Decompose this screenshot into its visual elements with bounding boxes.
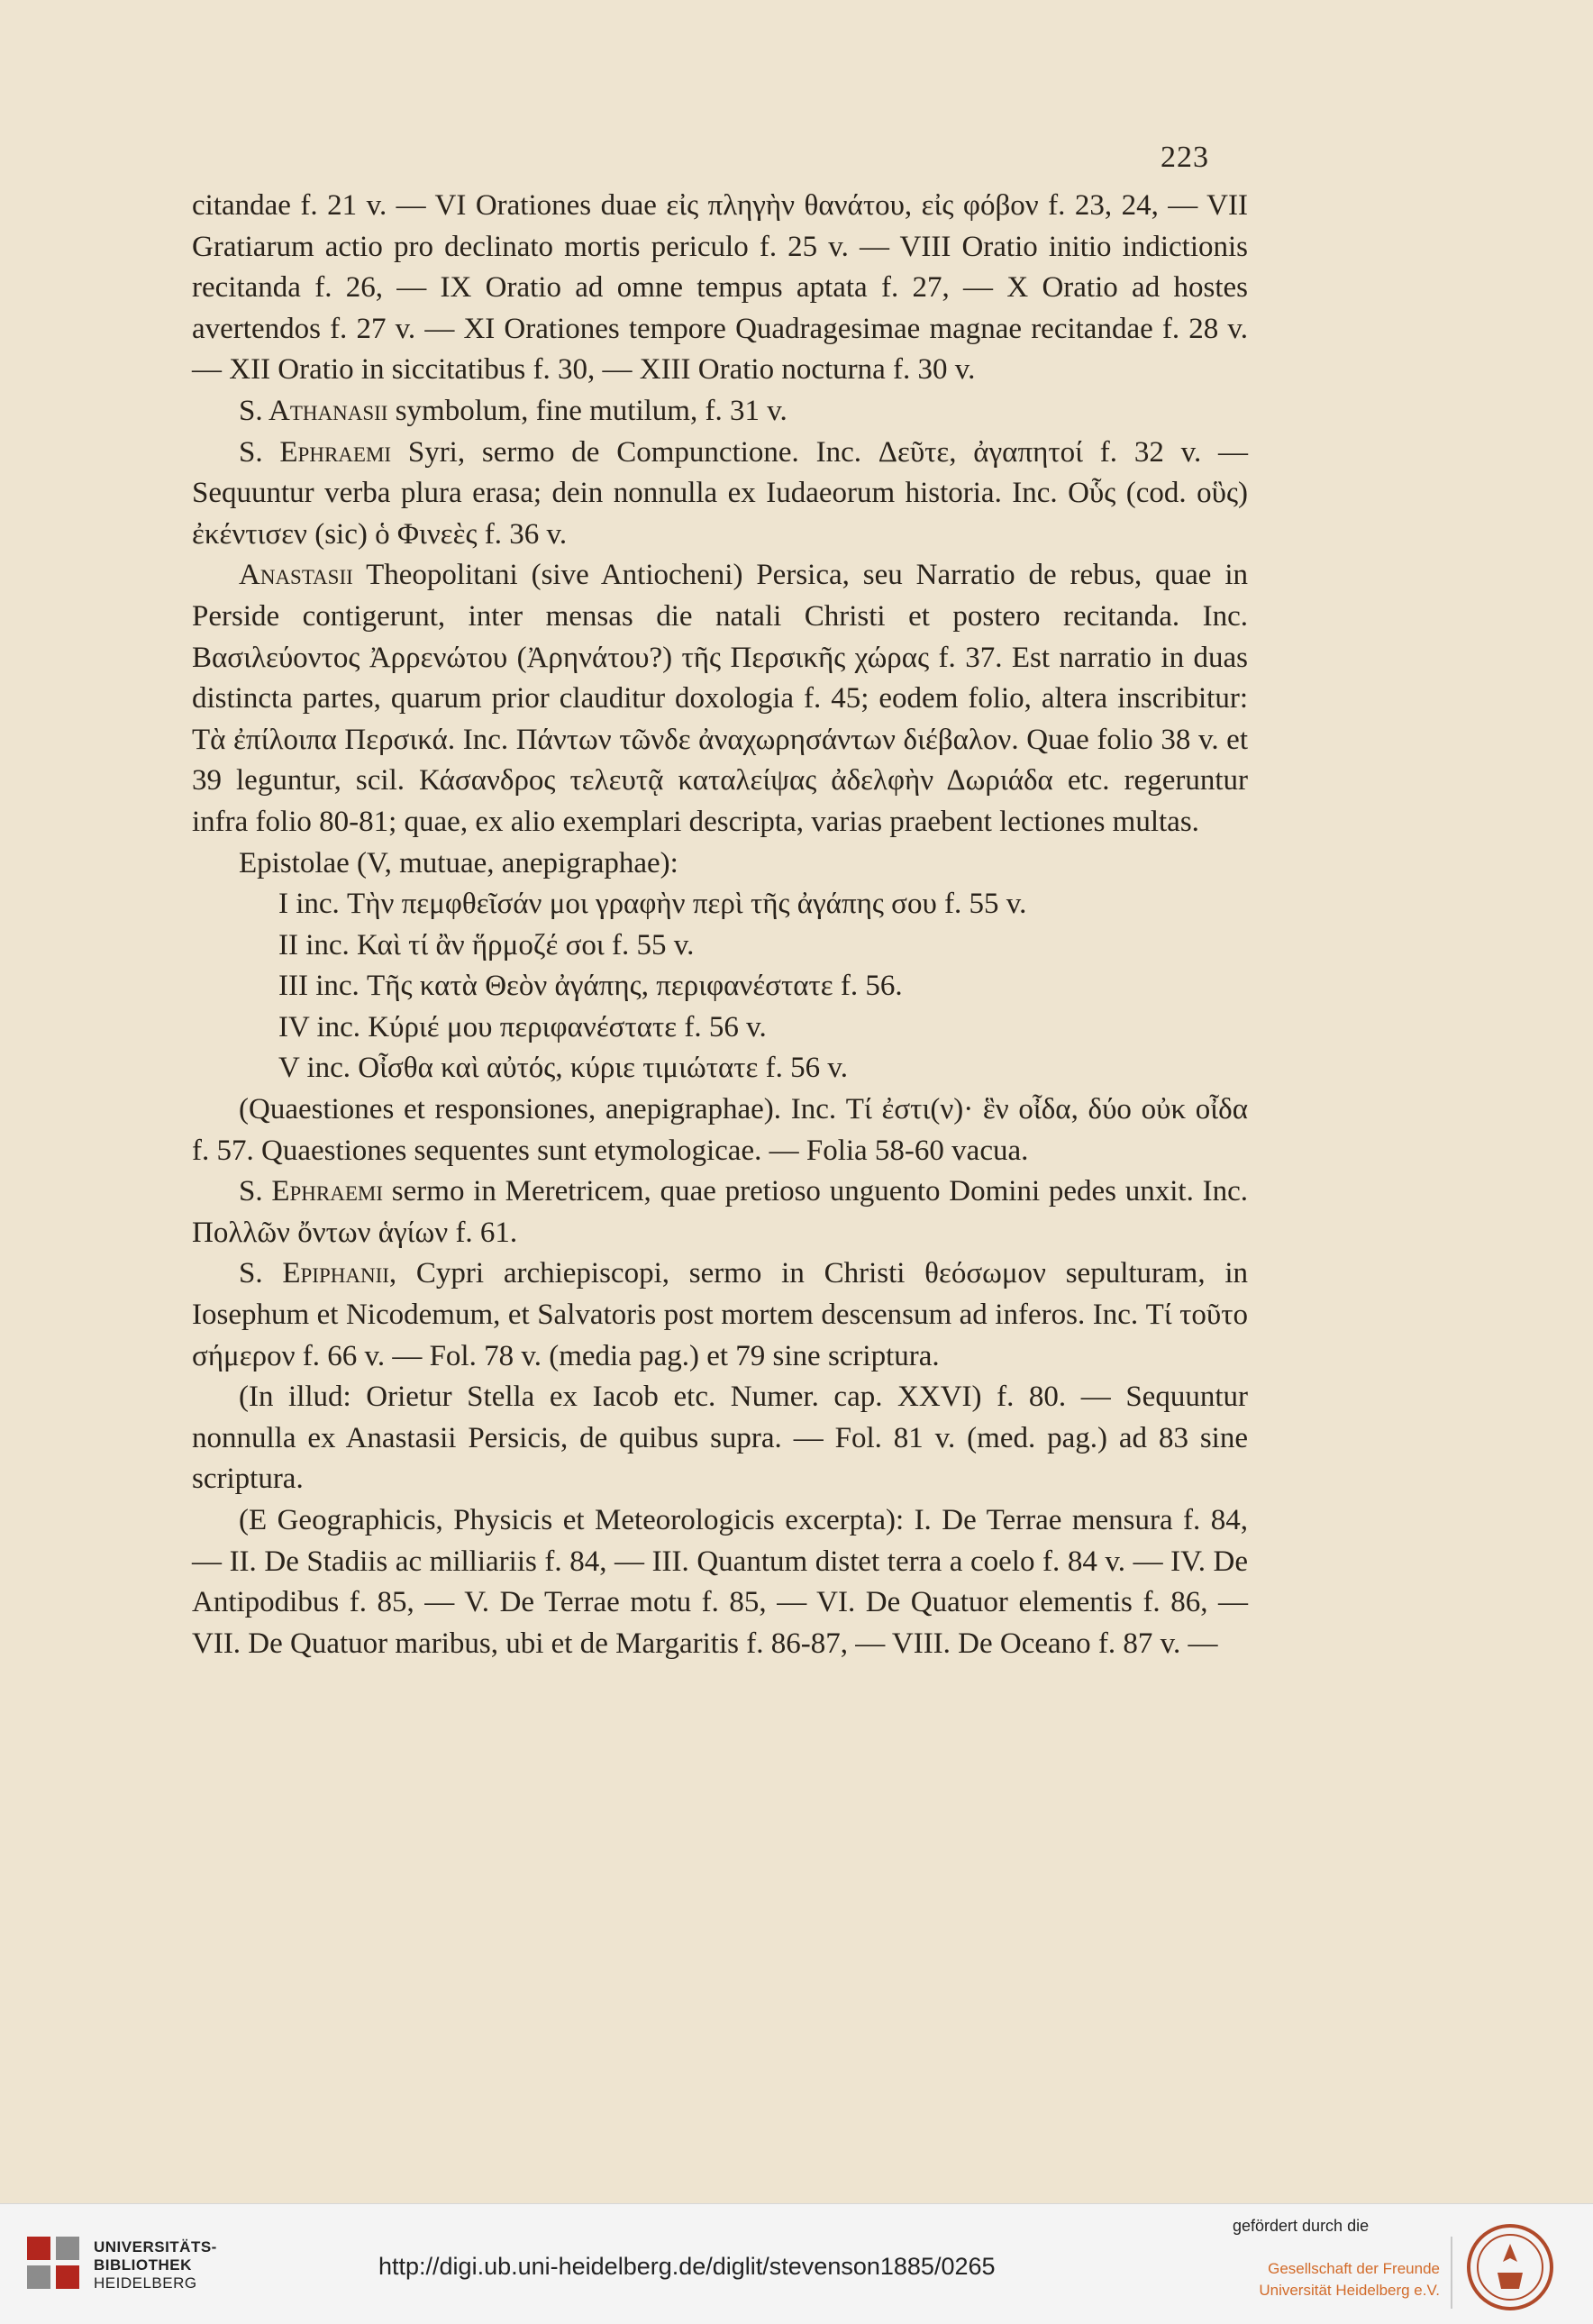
paragraph-text: symbolum, fine mutilum, f. 31 v. — [387, 394, 787, 427]
paragraph-orietur: (In illud: Orietur Stella ex Iacob etc. Numer. cap. XXVI) f. 80. — Sequuntur nonnulla ex Anastasii Persicis, de quibus supra. — Fol. 81 v. (med. pag.) ad 83 sine scriptura. — [192, 1381, 1248, 1496]
paragraph-anastasius — [192, 555, 1248, 843]
epistle-item: IV inc. Κύριέ μου περιφανέστατε f. 56 v. — [278, 1010, 767, 1044]
university-seal-icon — [1465, 2222, 1555, 2312]
library-name: UNIVERSITÄTS- BIBLIOTHEK HEIDELBERG — [94, 2238, 217, 2292]
paragraph-athanasius — [192, 391, 1248, 433]
paragraph-text: Syri, sermo de Compunctione. Inc. Δεῦτε, ἀγαπητοί f. 32 v. — Sequuntur verba plura erasa; dein nonnulla ex Iudaeorum historia. Inc. Οὗς (cod. οὓς) ἐκέντισεν (sic) ὁ Φινεὲς f. 36 v. — [192, 435, 1248, 551]
paragraph-orations: citandae f. 21 v. — VI Orationes duae εἰς πληγὴν θανάτου, εἰς φόβον f. 23, 24, — VII Gratiarum actio pro declinato mortis periculo f. 25 v. — VIII Oratio initio indictionis recitanda f. 26, — IX Oratio ad omne tempus aptata f. 27, — X Oratio ad hostes avertendos f. 27 v. — XI Orationes tempore Quadragesimae magnae recitandae f. 28 v. — XII Oratio in siccitatibus f. 30, — XIII Oratio nocturna f. 30 v. — [192, 189, 1248, 387]
university-library-logo-icon — [23, 2233, 83, 2292]
paragraph-text: sermo in Meretricem, quae pretioso unguento Domini pedes unxit. Inc. Πολλῶν ὄντων ἁγίων f. 61. — [192, 1175, 1248, 1249]
footer-divider — [1451, 2237, 1452, 2309]
paragraph-epistolae: Epistolae (V, mutuae, anepigraphae): — [239, 846, 678, 879]
page-number: 223 — [1161, 141, 1209, 174]
author-name: S. Ephraemi — [239, 435, 392, 469]
paragraph-ephraem-meretrix — [192, 1171, 1248, 1253]
paragraph-ephraem — [192, 433, 1248, 556]
author-name: S. Athanasii — [239, 394, 388, 427]
epistle-item: I inc. Τὴν πεμφθεῖσάν μοι γραφὴν περὶ τῆς ἀγάπης σου f. 55 v. — [278, 888, 1027, 921]
author-name: Anastasii — [239, 559, 353, 592]
permalink-url[interactable]: http://digi.ub.uni-heidelberg.de/diglit/stevenson1885/0265 — [378, 2253, 996, 2280]
sponsor-label: gefördert durch die — [1233, 2217, 1370, 2235]
sponsor-name: Gesellschaft der Freunde Universität Heidelberg e.V. — [1259, 2260, 1440, 2299]
paragraph-text: Theopolitani (sive Antiocheni) Persica, seu Narratio de rebus, quae in Perside contigerunt, inter mensas die natali Christi et postero recitanda. Inc. Βασιλεύοντος Ἀρρενώτου (Ἀρηνάτου?) τῆς Περσικῆς χώρας f. 37. Est narratio in duas distincta partes, quarum prior clauditur doxologia f. 45; eodem folio, altera inscribitur: Τὰ ἐπίλοιπα Περσικά. Inc. Πάντων τῶνδε ἀναχωρησάντων διέβαλον. Quae folio 38 v. et 39 leguntur, scil. Κάσανδρος τελευτᾷ καταλείψας ἀδελφὴν Δωριάδα etc. regeruntur infra folio 80-81; quae, ex alio exemplari descripta, varias praebent lectiones multas. — [192, 559, 1248, 838]
epistle-item: V inc. Οἶσθα καὶ αὐτός, κύριε τιμιώτατε f. 56 v. — [278, 1052, 848, 1085]
author-name: S. Ephraemi — [239, 1175, 384, 1208]
paragraph-geographica: (E Geographicis, Physicis et Meteorologicis excerpta): I. De Terrae mensura f. 84, — II. De Stadiis ac milliariis f. 84, — III. Quantum distet terra a coelo f. 84 v. — IV. De Antipodibus f. 85, — V. De Terrae motu f. 85, — VI. De Quatuor elementis f. 86, — VII. De Quatuor maribus, ubi et de Margaritis f. 86-87, — VIII. De Oceano f. 87 v. — — [192, 1504, 1248, 1660]
page-body — [192, 186, 1248, 1664]
epistle-item: II inc. Καὶ τί ἂν ἥρμοζέ σοι f. 55 v. — [278, 928, 695, 961]
paragraph-epiphanius — [192, 1253, 1248, 1377]
paragraph-quaestiones: (Quaestiones et responsiones, anepigraphae). Inc. Τί ἐστι(ν)· ἓν οἶδα, δύο οὐκ οἶδα f. 57. Quaestiones sequentes sunt etymologicae. — Folia 58-60 vacua. — [192, 1093, 1248, 1167]
author-name: S. Epiphanii — [239, 1257, 389, 1290]
epistle-item: III inc. Τῆς κατὰ Θεὸν ἀγάπης, περιφανέστατε f. 56. — [278, 970, 903, 1003]
paragraph-text: , Cypri archiepiscopi, sermo in Christi θεόσωμον sepulturam, in Iosephum et Nicodemum, et Salvatoris post mortem descensum ad inferos. Inc. Τί τοῦτο σήμερον f. 66 v. — Fol. 78 v. (media pag.) et 79 sine scriptura. — [192, 1257, 1248, 1372]
footer-bar — [0, 2203, 1593, 2324]
